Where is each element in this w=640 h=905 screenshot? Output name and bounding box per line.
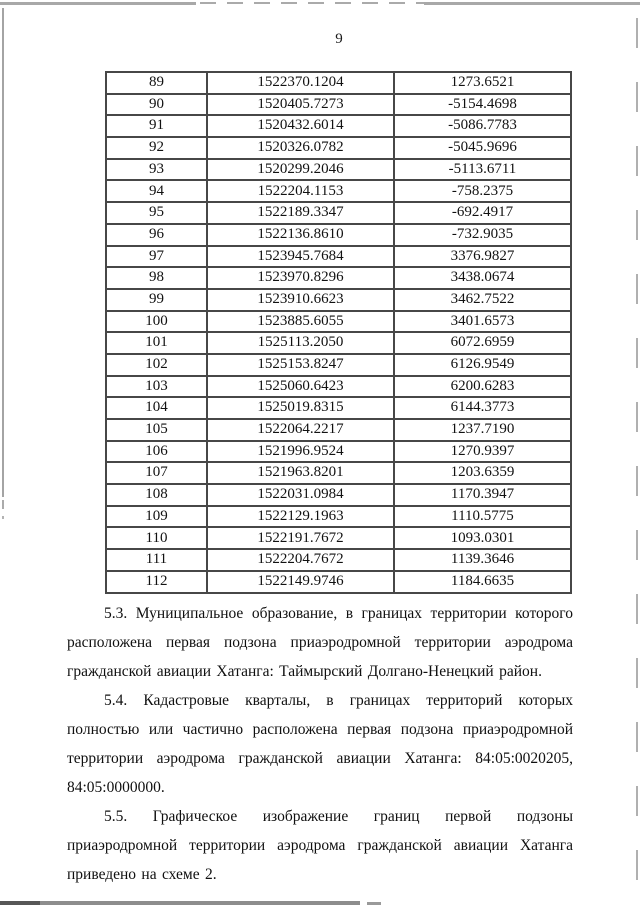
point-number-cell: 90 xyxy=(106,94,207,116)
coordinate-y-cell: 3376.9827 xyxy=(394,246,571,268)
coordinate-x-cell: 1525019.8315 xyxy=(207,397,394,419)
point-number-cell: 102 xyxy=(106,354,207,376)
table-row xyxy=(106,571,571,593)
point-number-cell: 104 xyxy=(106,397,207,419)
page-number: 9 xyxy=(335,31,343,47)
scan-edge-left-dot xyxy=(2,516,4,519)
coordinate-y-cell: -5154.4698 xyxy=(394,94,571,116)
table-row xyxy=(106,224,571,246)
scan-edge-left-dash xyxy=(2,500,4,509)
table-row xyxy=(106,94,571,116)
table-row xyxy=(106,289,571,311)
scan-edge-bottom-bar xyxy=(0,901,360,905)
table-row xyxy=(106,441,571,463)
coordinate-y-cell: 6126.9549 xyxy=(394,354,571,376)
scan-edge-top-left xyxy=(0,2,196,5)
point-number-cell: 89 xyxy=(106,72,207,94)
coordinate-y-cell: -5113.6711 xyxy=(394,159,571,181)
coordinate-x-cell: 1520299.2046 xyxy=(207,159,394,181)
point-number-cell: 108 xyxy=(106,484,207,506)
point-number-cell: 93 xyxy=(106,159,207,181)
table-row xyxy=(106,549,571,571)
table-row xyxy=(106,115,571,137)
coordinate-x-cell: 1522204.1153 xyxy=(207,180,394,202)
table-row xyxy=(106,376,571,398)
coordinate-x-cell: 1522370.1204 xyxy=(207,72,394,94)
point-number-cell: 94 xyxy=(106,180,207,202)
paragraph-5-5: 5.5. Графическое изображение границ первой подзоны приаэродромной территории аэродрома гражданской авиации Хатанга приведено на схеме 2. xyxy=(67,808,573,883)
point-number-cell: 97 xyxy=(106,246,207,268)
scan-edge-left xyxy=(2,8,4,497)
point-number-cell: 105 xyxy=(106,419,207,441)
coordinate-x-cell: 1522189.3347 xyxy=(207,202,394,224)
coordinate-y-cell: 3462.7522 xyxy=(394,289,571,311)
coordinate-y-cell: 1273.6521 xyxy=(394,72,571,94)
coordinate-y-cell: -5086.7783 xyxy=(394,115,571,137)
coordinate-x-cell: 1523910.6623 xyxy=(207,289,394,311)
table-row xyxy=(106,137,571,159)
coordinate-x-cell: 1522204.7672 xyxy=(207,549,394,571)
coordinate-y-cell: 3401.6573 xyxy=(394,311,571,333)
coordinate-y-cell: -5045.9696 xyxy=(394,137,571,159)
table-row xyxy=(106,159,571,181)
coordinate-y-cell: 1093.0301 xyxy=(394,527,571,549)
table-row xyxy=(106,246,571,268)
document-body xyxy=(67,599,573,889)
coords-table-body xyxy=(106,72,571,593)
point-number-cell: 91 xyxy=(106,115,207,137)
point-number-cell: 106 xyxy=(106,441,207,463)
coordinate-y-cell: 6200.6283 xyxy=(394,376,571,398)
coordinate-y-cell: 1170.3947 xyxy=(394,484,571,506)
coordinate-x-cell: 1525153.8247 xyxy=(207,354,394,376)
table-row xyxy=(106,202,571,224)
coordinate-y-cell: -732.9035 xyxy=(394,224,571,246)
table-row xyxy=(106,462,571,484)
coordinate-x-cell: 1522129.1963 xyxy=(207,506,394,528)
point-number-cell: 92 xyxy=(106,137,207,159)
point-number-cell: 100 xyxy=(106,311,207,333)
scan-edge-bottom-bar-dark-segment xyxy=(0,901,40,905)
coordinate-x-cell: 1522136.8610 xyxy=(207,224,394,246)
point-number-cell: 112 xyxy=(106,571,207,593)
coordinate-x-cell: 1522149.9746 xyxy=(207,571,394,593)
coordinate-y-cell: -758.2375 xyxy=(394,180,571,202)
point-number-cell: 101 xyxy=(106,332,207,354)
coordinate-x-cell: 1520432.6014 xyxy=(207,115,394,137)
coordinate-y-cell: 6144.3773 xyxy=(394,397,571,419)
coordinate-y-cell: 3438.0674 xyxy=(394,267,571,289)
paragraph-5-3: 5.3. Муниципальное образование, в границах территории которого расположена первая подзона приаэродромной территории аэродрома гражданской авиации Хатанга: Таймырский Долгано-Ненецкий район. xyxy=(67,605,573,680)
table-row xyxy=(106,354,571,376)
scan-edge-top-middle-dashed xyxy=(200,2,440,4)
table-row xyxy=(106,419,571,441)
coordinates-table xyxy=(105,71,572,594)
scan-edge-top-right xyxy=(424,2,640,5)
point-number-cell: 110 xyxy=(106,527,207,549)
point-number-cell: 98 xyxy=(106,267,207,289)
coordinate-x-cell: 1522191.7672 xyxy=(207,527,394,549)
coordinate-x-cell: 1523945.7684 xyxy=(207,246,394,268)
table-row xyxy=(106,72,571,94)
coordinate-y-cell: 1237.7190 xyxy=(394,419,571,441)
coordinate-x-cell: 1525060.6423 xyxy=(207,376,394,398)
point-number-cell: 103 xyxy=(106,376,207,398)
table-row xyxy=(106,180,571,202)
coordinate-y-cell: 1203.6359 xyxy=(394,462,571,484)
coordinate-y-cell: 1139.3646 xyxy=(394,549,571,571)
paragraph-5-4: 5.4. Кадастровые кварталы, в границах территорий которых полностью или частично расположена первая подзона приаэродромной территории аэродрома гражданской авиации Хатанга: 84:05:0020205, 84:05:0000000. xyxy=(67,692,573,796)
coordinate-x-cell: 1525113.2050 xyxy=(207,332,394,354)
table-row xyxy=(106,506,571,528)
coordinate-x-cell: 1522064.2217 xyxy=(207,419,394,441)
table-row xyxy=(106,332,571,354)
point-number-cell: 96 xyxy=(106,224,207,246)
coordinate-x-cell: 1522031.0984 xyxy=(207,484,394,506)
coordinate-x-cell: 1520326.0782 xyxy=(207,137,394,159)
table-row xyxy=(106,527,571,549)
scan-edge-right-dashed xyxy=(636,18,638,905)
point-number-cell: 111 xyxy=(106,549,207,571)
point-number-cell: 99 xyxy=(106,289,207,311)
coordinate-y-cell: 1110.5775 xyxy=(394,506,571,528)
point-number-cell: 95 xyxy=(106,202,207,224)
coordinate-y-cell: 6072.6959 xyxy=(394,332,571,354)
point-number-cell: 109 xyxy=(106,506,207,528)
coordinate-x-cell: 1521996.9524 xyxy=(207,441,394,463)
coordinate-y-cell: 1184.6635 xyxy=(394,571,571,593)
coordinate-x-cell: 1523970.8296 xyxy=(207,267,394,289)
coordinate-y-cell: -692.4917 xyxy=(394,202,571,224)
table-row xyxy=(106,311,571,333)
coordinate-x-cell: 1521963.8201 xyxy=(207,462,394,484)
coordinate-x-cell: 1520405.7273 xyxy=(207,94,394,116)
table-row xyxy=(106,397,571,419)
coordinate-x-cell: 1523885.6055 xyxy=(207,311,394,333)
coordinate-y-cell: 1270.9397 xyxy=(394,441,571,463)
table-row xyxy=(106,484,571,506)
point-number-cell: 107 xyxy=(106,462,207,484)
table-row xyxy=(106,267,571,289)
